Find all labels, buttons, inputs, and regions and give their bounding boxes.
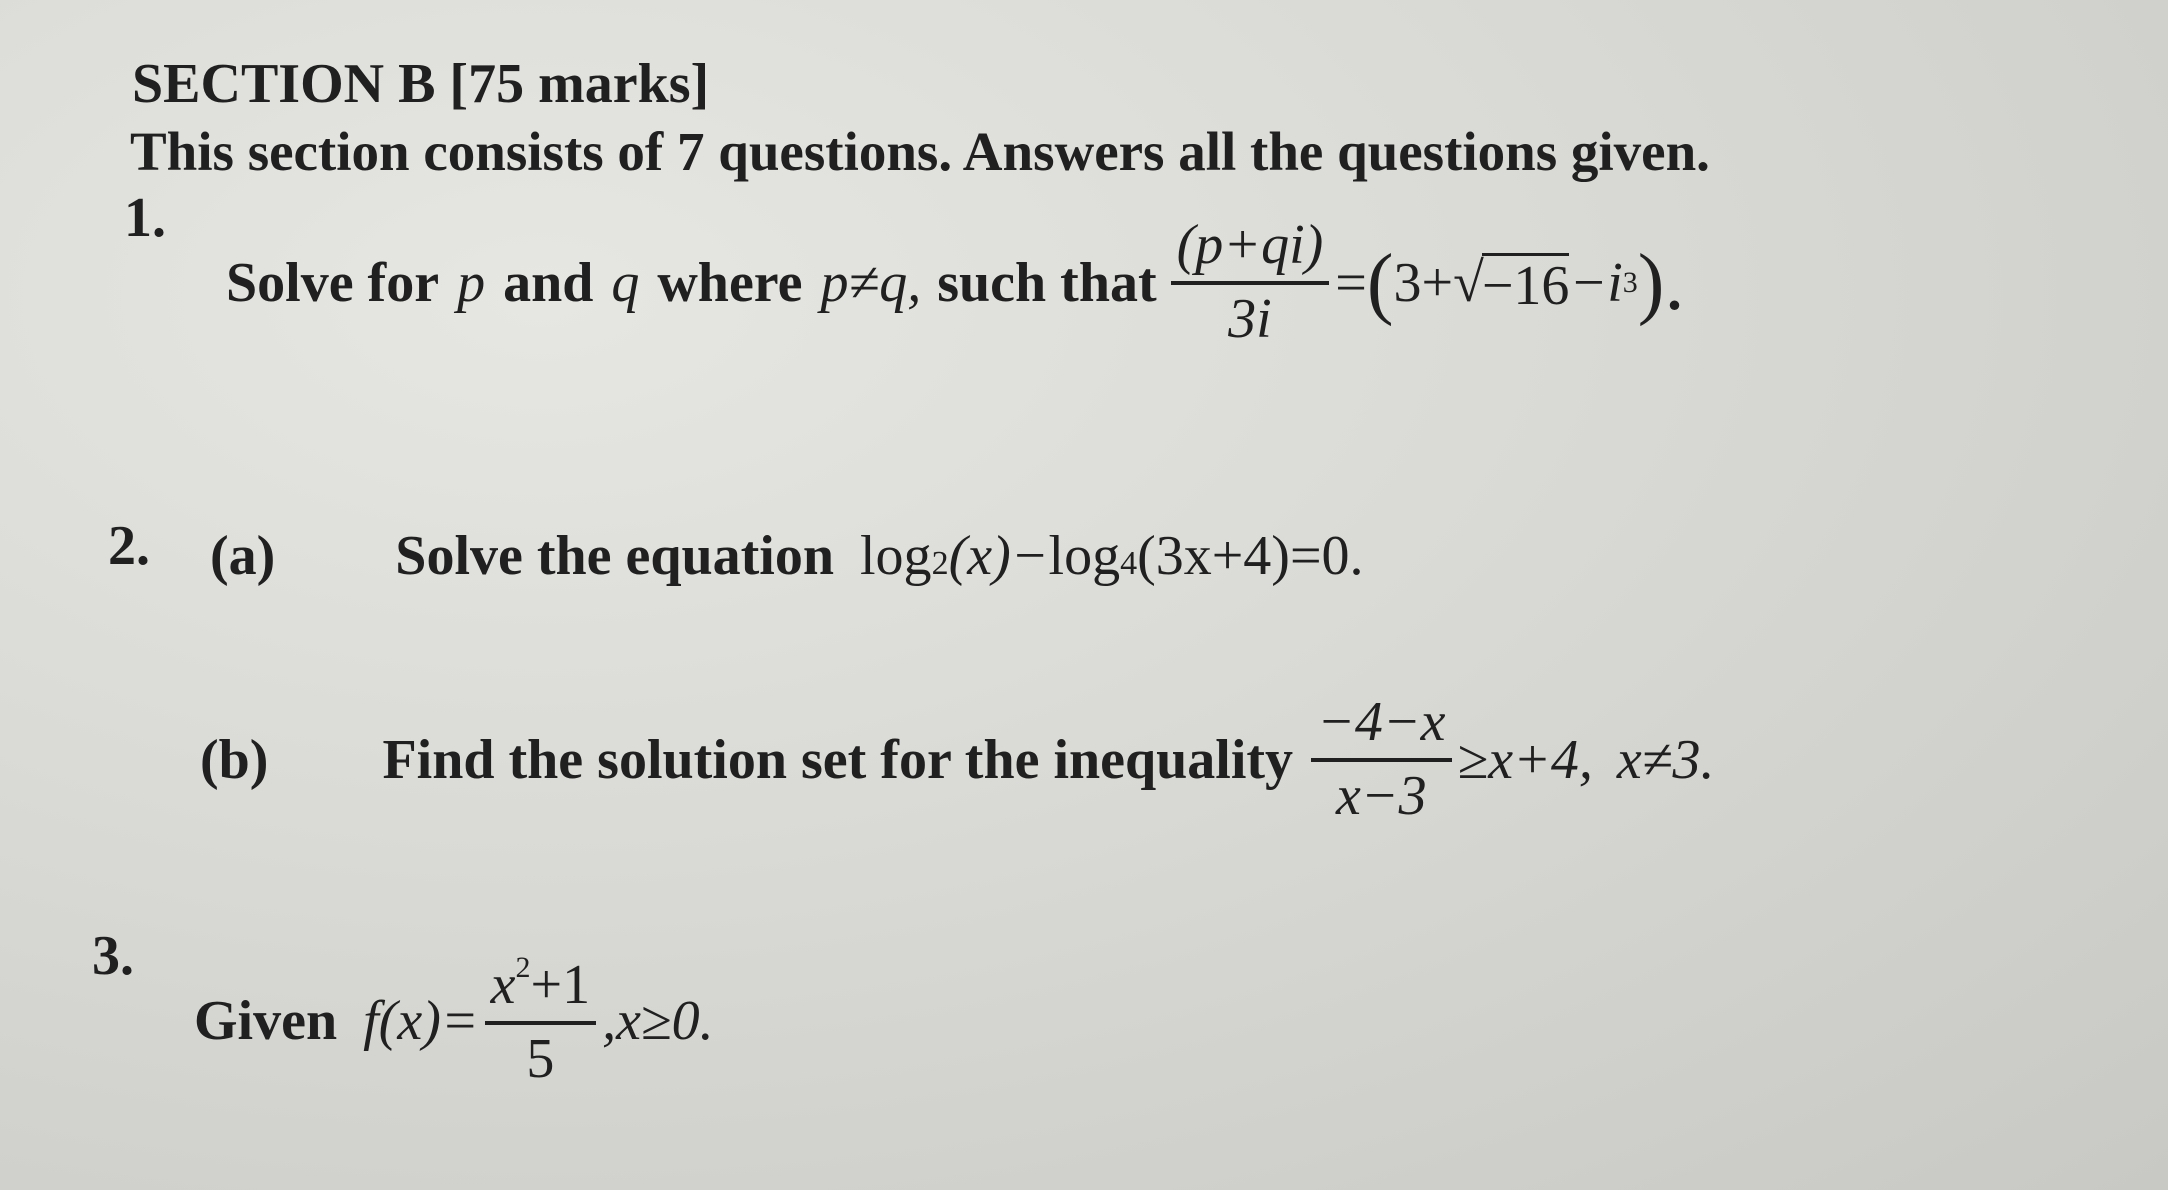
q1-i-exponent: 3: [1622, 266, 1638, 299]
q1-such-that: such that: [937, 252, 1157, 314]
q1-minus-i: −i: [1569, 252, 1623, 314]
q1-fraction-numerator: (p+qi): [1176, 214, 1324, 277]
q2b-text: Find the solution set for the inequality: [382, 729, 1294, 791]
q2b-label: (b): [200, 729, 269, 791]
q1-fraction-denominator: 3i: [1228, 288, 1272, 350]
q3-fraction-denominator: 5: [526, 1028, 555, 1090]
question-3-body: [194, 946, 714, 1096]
q1-sqrt-sign: √: [1453, 252, 1484, 314]
question-2a: [210, 525, 1364, 587]
q2a-label: (a): [210, 525, 276, 587]
section-intro-text: This section consists of 7 questions. Answers all the questions given.: [130, 121, 1710, 182]
q2b-condition: x≠3.: [1616, 729, 1715, 791]
q3-exponent: 2: [515, 951, 531, 985]
question-2b: [200, 690, 1714, 830]
q2b-fraction-numerator: −4−x: [1317, 691, 1446, 754]
q2b-rhs: ≥x+4,: [1457, 729, 1593, 791]
q1-var-q: q: [611, 252, 640, 314]
q3-x: x: [490, 954, 516, 1017]
question-1-body: [226, 214, 1685, 350]
q2a-log-2-argument: (3x+4)=0.: [1137, 525, 1364, 587]
q2b-fraction: [1311, 692, 1451, 827]
q3-fraction-bar: [485, 1021, 596, 1025]
question-1-number: 1.: [124, 187, 166, 249]
q2b-fraction-bar: [1311, 758, 1451, 762]
q1-and: and: [503, 252, 594, 314]
q1-rhs-open-paren: (: [1366, 239, 1394, 327]
question-3-number: 3.: [92, 925, 134, 987]
q3-function: f(x)=: [363, 990, 479, 1052]
q1-rhs-three: 3+: [1393, 252, 1454, 314]
q1-rhs-close-paren: ).: [1637, 239, 1685, 327]
q1-var-p: p: [457, 252, 486, 314]
q1-fraction: [1171, 215, 1330, 350]
q3-fraction-numerator: [485, 951, 596, 1017]
q3-given: Given: [194, 990, 338, 1052]
section-heading: [132, 53, 710, 115]
q2a-log-1-base: 2: [931, 545, 949, 582]
q3-condition: ,x≥0.: [602, 990, 714, 1052]
q1-fraction-bar: [1171, 281, 1330, 285]
question-2-number: 2.: [108, 515, 150, 577]
section-intro: [130, 121, 1710, 182]
q1-sqrt-argument: −16: [1481, 254, 1570, 317]
q2a-log-1: log: [860, 525, 932, 587]
q1-equals: =: [1335, 252, 1367, 314]
q2a-log-1-argument: (x)−: [948, 525, 1049, 587]
q2b-fraction-denominator: x−3: [1335, 765, 1427, 827]
q2a-text: Solve the equation: [395, 525, 834, 587]
q1-where: where: [657, 252, 803, 314]
q1-solve-for: Solve for: [226, 252, 440, 314]
q1-condition: p≠q,: [820, 252, 922, 314]
q2a-log-2-base: 4: [1120, 545, 1138, 582]
q3-fraction: [485, 951, 596, 1090]
section-heading-text: SECTION B [75 marks]: [132, 53, 710, 115]
q2a-log-2: log: [1048, 525, 1121, 587]
q3-plus-one: +1: [530, 954, 591, 1017]
